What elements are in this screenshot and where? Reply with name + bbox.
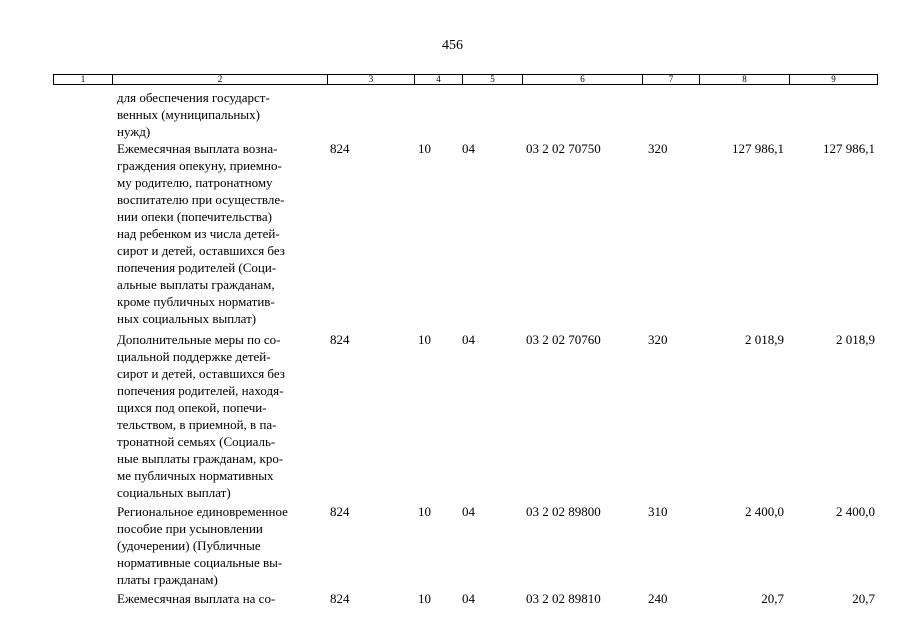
header-col-9: 9 (789, 75, 877, 84)
target-article-code: 03 2 02 89810 (526, 591, 601, 606)
description-line: попечения родителей, находя- (117, 383, 284, 398)
subsection-code: 04 (462, 591, 475, 606)
row-description (117, 140, 317, 327)
header-col-6: 6 (522, 75, 642, 84)
expense-type-code: 320 (648, 332, 668, 347)
description-line: тельством, в приемной, в па- (117, 417, 277, 432)
section-code: 10 (418, 141, 431, 156)
header-col-3: 3 (327, 75, 414, 84)
amount-col-9: 127 986,1 (823, 141, 875, 156)
target-article-code: 03 2 02 70760 (526, 332, 601, 347)
description-line: социальных выплат) (117, 485, 231, 500)
description-line: Дополнительные меры по со- (117, 332, 281, 347)
amount-col-9: 2 400,0 (836, 504, 875, 519)
description-line: ных социальных выплат) (117, 311, 257, 326)
subsection-code: 04 (462, 332, 475, 347)
header-col-2: 2 (112, 75, 327, 84)
header-col-1: 1 (80, 74, 86, 84)
amount-col-8: 2 400,0 (745, 504, 784, 519)
ministry-code: 824 (330, 591, 350, 606)
description-line: (удочерении) (Публичные (117, 538, 261, 553)
description-line: нии опеки (попечительства) (117, 209, 272, 224)
ministry-code: 824 (330, 141, 350, 156)
row-description (117, 331, 317, 501)
expense-type-code: 240 (648, 591, 668, 606)
description-line: щихся под опекой, попечи- (117, 400, 267, 415)
row-description (117, 503, 317, 588)
amount-col-9: 2 018,9 (836, 332, 875, 347)
section-code: 10 (418, 332, 431, 347)
section-code: 10 (418, 504, 431, 519)
description-line: нормативные социальные вы- (117, 555, 283, 570)
description-line: Региональное единовременное (117, 504, 288, 519)
amount-col-8: 2 018,9 (745, 332, 784, 347)
amount-col-9: 20,7 (852, 591, 875, 606)
description-line: му родителю, патронатному (117, 175, 273, 190)
expense-type-code: 310 (648, 504, 668, 519)
subsection-code: 04 (462, 504, 475, 519)
description-line: ме публичных нормативных (117, 468, 274, 483)
description-line: для обеспечения государст- (117, 90, 270, 105)
description-line: альные выплаты гражданам, (117, 277, 275, 292)
description-line: сирот и детей, оставшихся без (117, 366, 285, 381)
expense-type-code: 320 (648, 141, 668, 156)
subsection-code: 04 (462, 141, 475, 156)
table-header-row (53, 74, 878, 85)
ministry-code: 824 (330, 332, 350, 347)
description-line: сирот и детей, оставшихся без (117, 243, 285, 258)
header-col-8: 8 (699, 75, 789, 84)
header-col-5: 5 (462, 75, 522, 84)
description-line: граждения опекуну, приемно- (117, 158, 282, 173)
description-line: нужд) (117, 124, 151, 139)
description-line: венных (муниципальных) (117, 107, 260, 122)
amount-col-8: 127 986,1 (732, 141, 784, 156)
description-line: кроме публичных норматив- (117, 294, 275, 309)
description-line: тронатной семьях (Социаль- (117, 434, 276, 449)
description-line: циальной поддержке детей- (117, 349, 271, 364)
description-line: над ребенком из числа детей- (117, 226, 280, 241)
description-line: попечения родителей (Соци- (117, 260, 277, 275)
header-col-7: 7 (642, 75, 699, 84)
ministry-code: 824 (330, 504, 350, 519)
row-description (117, 590, 317, 607)
amount-col-8: 20,7 (761, 591, 784, 606)
description-line: Ежемесячная выплата возна- (117, 141, 278, 156)
description-line: воспитателю при осуществле- (117, 192, 285, 207)
description-line: Ежемесячная выплата на со- (117, 591, 276, 606)
row-description (117, 89, 317, 140)
target-article-code: 03 2 02 70750 (526, 141, 601, 156)
page-number: 456 (442, 38, 463, 53)
description-line: пособие при усыновлении (117, 521, 263, 536)
description-line: платы гражданам) (117, 572, 218, 587)
description-line: ные выплаты гражданам, кро- (117, 451, 284, 466)
header-col-4: 4 (414, 75, 462, 84)
target-article-code: 03 2 02 89800 (526, 504, 601, 519)
section-code: 10 (418, 591, 431, 606)
